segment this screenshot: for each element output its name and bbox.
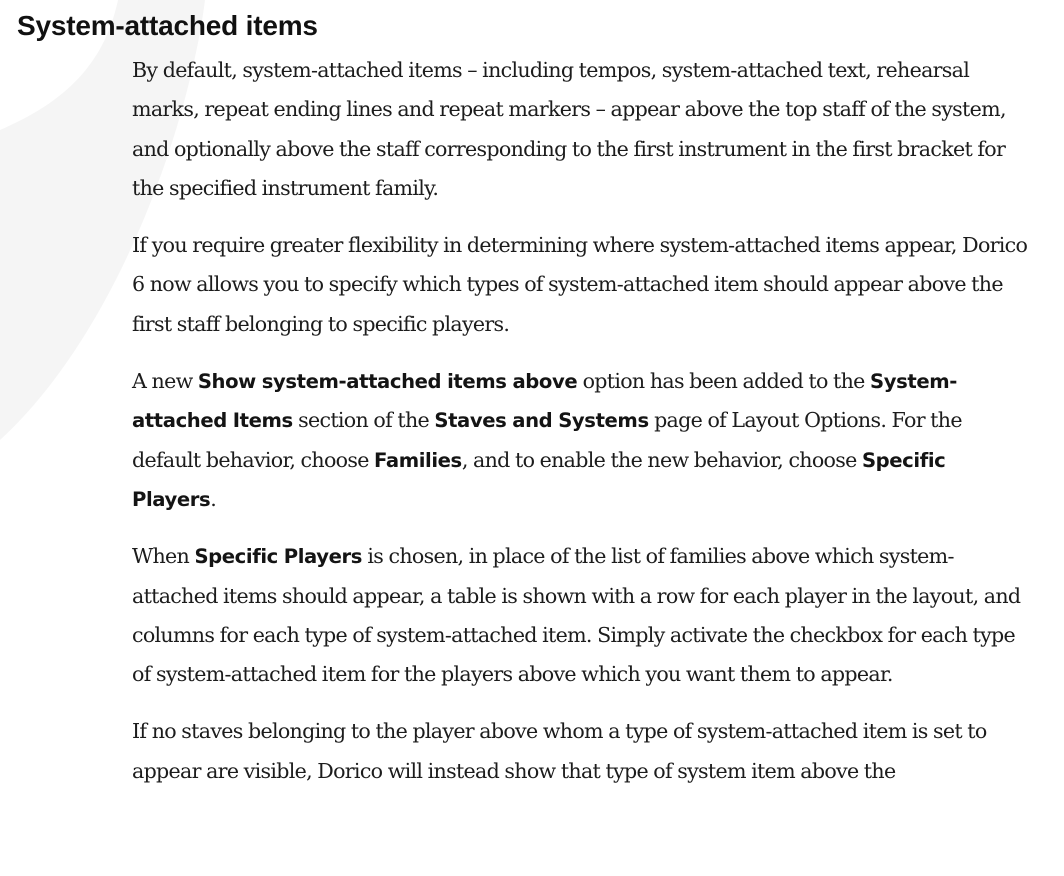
paragraph-no-visible-staves: If no staves belonging to the player above whom a type of system-attached item is set to appear are visible, Dorico will instead show that type of system item above the	[132, 719, 987, 783]
text-run: page of Layout Options. For the default behavior, choose	[132, 408, 962, 472]
paragraph-new-option	[132, 362, 1032, 519]
text-run: A new	[132, 369, 198, 394]
text-run: option has been added to the	[577, 369, 870, 394]
page-name-staves-and-systems: Staves and Systems	[434, 409, 649, 433]
text-run: .	[210, 486, 217, 511]
section-heading: System-attached items	[17, 10, 318, 41]
text-run: When	[132, 544, 195, 569]
paragraph-specific-players	[132, 537, 1032, 694]
option-name-show-system-attached-items-above: Show system-attached items above	[197, 370, 578, 394]
text-run: section of the	[292, 408, 435, 433]
choice-specific-players: Specific Players	[132, 448, 946, 511]
choice-families: Families	[374, 448, 462, 472]
paragraph-flexibility: If you require greater flexibility in determining where system-attached items appear, Dorico 6 now allows you to specify which types of system-attached item should appear above the first staff belonging to specific players.	[132, 233, 1028, 336]
choice-specific-players: Specific Players	[194, 545, 363, 569]
text-run: is chosen, in place of the list of families above which system-attached items should appear, a table is shown with a row for each player in the layout, and columns for each type of system-attached item. Simply activate the checkbox for each type of system-attached item for the players above which you want them to appear.	[132, 544, 1021, 687]
section-name-system-attached-items: System-attached Items	[132, 370, 957, 433]
body-content	[132, 51, 1032, 809]
paragraph-defaults: By default, system-attached items – including tempos, system-attached text, rehearsal marks, repeat ending lines and repeat markers – appear above the top staff of the system, and optionally above the staff corresponding to the first instrument in the first bracket for the specified instrument family.	[132, 58, 1006, 200]
text-run: , and to enable the new behavior, choose	[461, 447, 862, 472]
